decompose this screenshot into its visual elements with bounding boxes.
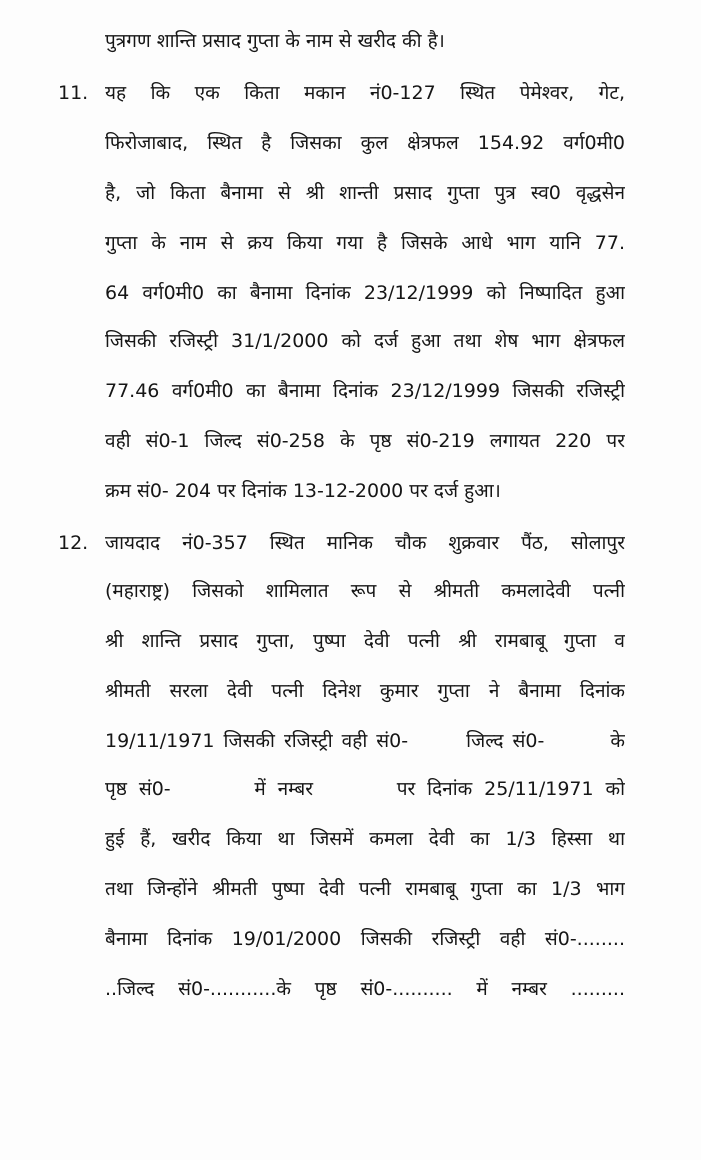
item-11-line-4: गुप्ता के नाम से क्रय किया गया है जिसके आधे भाग यानि 77.: [105, 232, 625, 254]
item-11-line-5: 64 वर्ग0मी0 का बैनामा दिनांक 23/12/1999 को निष्पादित हुआ: [105, 282, 625, 304]
item-11-line-7: 77.46 वर्ग0मी0 का बैनामा दिनांक 23/12/1999 जिसकी रजिस्ट्री: [105, 380, 625, 402]
item-11-line-3: है, जो किता बैनामा से श्री शान्ती प्रसाद गुप्ता पुत्र स्व0 वृद्धसेन: [105, 182, 625, 204]
item-number-12: 12.: [58, 532, 89, 554]
item-12-line-10: ..जिल्द सं0-...........के पृष्ठ सं0-.......... में नम्बर .........: [105, 978, 625, 1000]
item-12-line-8: तथा जिन्होंने श्रीमती पुष्पा देवी पत्नी रामबाबू गुप्ता का 1/3 भाग: [105, 878, 625, 900]
item-12-line-2: (महाराष्ट्र) जिसको शामिलात रूप से श्रीमती कमलादेवी पत्नी: [105, 580, 625, 602]
item-12-line-6: [105, 776, 625, 802]
item-12-line-6-part-2: में नम्बर: [254, 778, 313, 800]
item-12-line-9: बैनामा दिनांक 19/01/2000 जिसकी रजिस्ट्री वही सं0-........: [105, 928, 625, 950]
item-12-line-5: [105, 728, 625, 754]
item-12-line-5-part-2: जिल्द सं0-: [466, 730, 545, 752]
item-11-line-9: क्रम सं0- 204 पर दिनांक 13-12-2000 पर दर्ज हुआ।: [105, 480, 501, 502]
item-12-line-4: श्रीमती सरला देवी पत्नी दिनेश कुमार गुप्ता ने बैनामा दिनांक: [105, 680, 625, 702]
item-12-line-5-part-1: 19/11/1971 जिसकी रजिस्ट्री वही सं0-: [105, 730, 409, 752]
item-12-line-6-part-3: पर दिनांक 25/11/1971 को: [396, 778, 625, 800]
item-11-line-2: फिरोजाबाद, स्थित है जिसका कुल क्षेत्रफल 154.92 वर्ग0मी0: [105, 132, 625, 154]
item-11-line-1: यह कि एक किता मकान नं0-127 स्थित पेमेश्वर, गेट,: [105, 82, 625, 104]
item-12-line-7: हुई हैं, खरीद किया था जिसमें कमला देवी का 1/3 हिस्सा था: [105, 828, 625, 850]
item-number-11: 11.: [58, 82, 89, 104]
item-12-line-1: जायदाद नं0-357 स्थित मानिक चौक शुक्रवार पैंठ, सोलापुर: [105, 532, 625, 554]
item-11-line-6: जिसकी रजिस्ट्री 31/1/2000 को दर्ज हुआ तथा शेष भाग क्षेत्रफल: [105, 330, 625, 352]
item-12-line-6-part-1: पृष्ठ सं0-: [105, 778, 171, 800]
item-12-line-3: श्री शान्ति प्रसाद गुप्ता, पुष्पा देवी पत्नी श्री रामबाबू गुप्ता व: [105, 630, 625, 652]
intro-line: पुत्रगण शान्ति प्रसाद गुप्ता के नाम से खरीद की है।: [105, 30, 445, 52]
item-11-line-8: वही सं0-1 जिल्द सं0-258 के पृष्ठ सं0-219 लगायत 220 पर: [105, 430, 625, 452]
item-12-line-5-part-3: के: [610, 730, 625, 752]
